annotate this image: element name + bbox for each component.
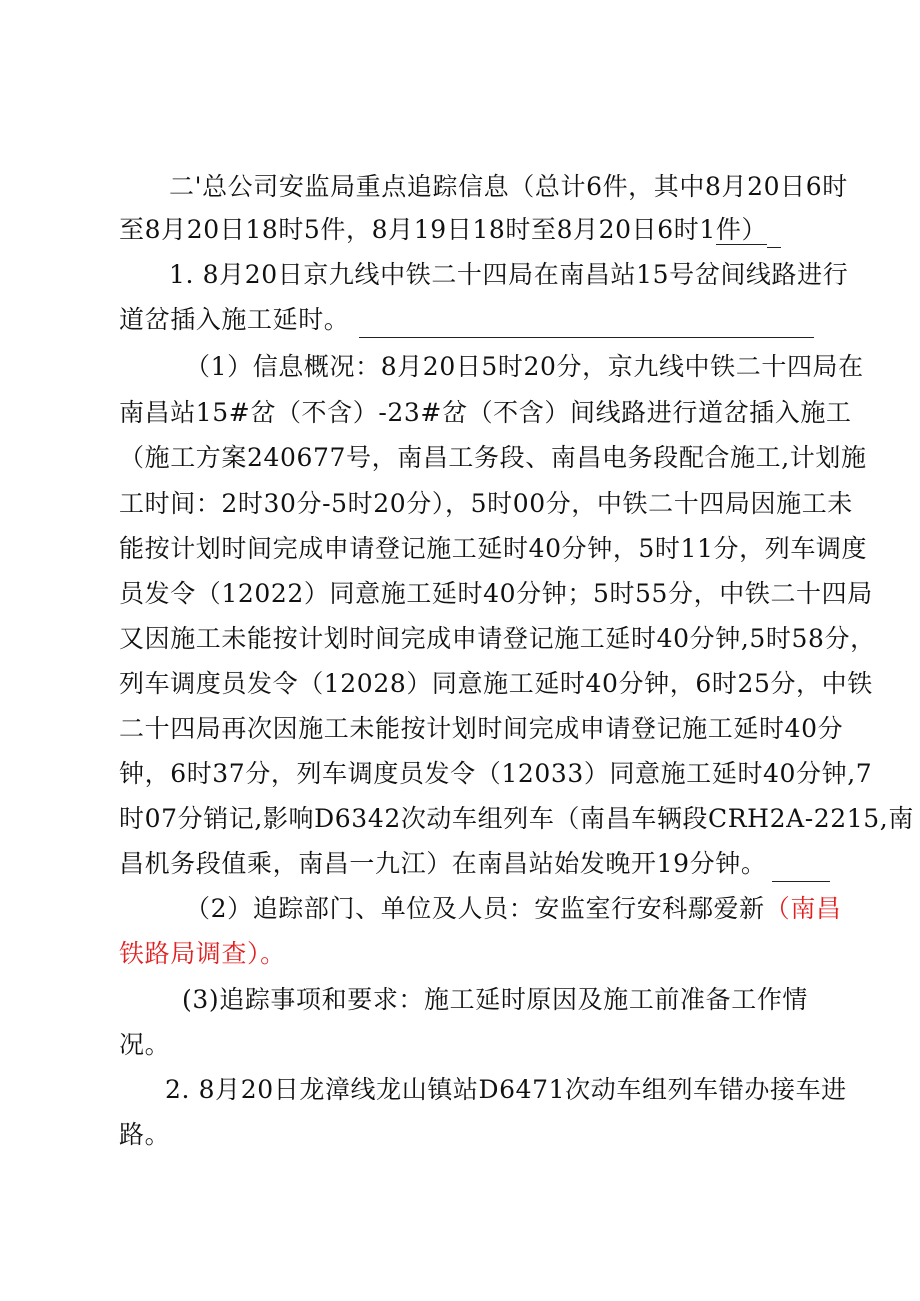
underline-filler — [772, 847, 830, 882]
tracking-note-red: （南昌 — [764, 894, 842, 923]
underline-filler — [767, 213, 781, 248]
overview-line-1: （1）信息概况：8月20日5时20分，京九线中铁二十四局在 — [185, 352, 864, 381]
overview-line-10: 钟，6时37分，列车调度员发令（12033）同意施工延时40分钟,7 — [119, 759, 873, 788]
section-heading-line-1: 二'总公司安监局重点追踪信息（总计6件，其中8月20日6时 — [169, 172, 848, 201]
overview-line-7: 又因施工未能按计划时间完成申请登记施工延时40分钟,5时58分， — [119, 624, 876, 653]
item2-title-line-1: 2. 8月20日龙漳线龙山镇站D6471次动车组列车错办接车进 — [165, 1075, 847, 1104]
overview-line-11: 时07分销记,影响D6342次动车组列车（南昌车辆段CRH2A-2215,南 — [119, 804, 914, 833]
item1-title-line-2-text: 道岔插入施工延时。 — [119, 305, 350, 334]
requirements-line-2: 况。 — [119, 1030, 171, 1059]
overview-line-5: 能按计划时间完成申请登记施工延时40分钟，5时11分，列车调度 — [119, 534, 868, 563]
overview-line-6: 员发令（12022）同意施工延时40分钟；5时55分，中铁二十四局 — [119, 579, 873, 608]
underline-filler — [359, 303, 814, 338]
overview-line-8: 列车调度员发令（12028）同意施工延时40分钟，6时25分，中铁 — [119, 669, 873, 698]
section-heading-line-2 — [119, 213, 781, 248]
requirements-line-1: (3)追踪事项和要求：施工延时原因及施工前准备工作情 — [182, 985, 809, 1014]
section-heading-line-2-underlined: 件） — [715, 215, 768, 244]
overview-line-2: 南昌站15#岔（不含）-23#岔（不含）间线路进行道岔插入施工 — [119, 398, 852, 427]
tracking-label: （2）追踪部门、单位及人员：安监室行安科鄢爱新 — [185, 894, 765, 923]
tracking-line-2: 铁路局调查）。 — [119, 939, 286, 968]
item1-title-line-1: 1. 8月20日京九线中铁二十四局在南昌站15号岔间线路进行 — [169, 260, 849, 289]
item1-title-line-2 — [119, 303, 814, 338]
overview-line-9: 二十四局再次因施工未能按计划时间完成申请登记施工延时40分 — [119, 714, 844, 743]
section-heading-line-2-text: 至8月20日18时5件，8月19日18时至8月20日6时1 — [119, 215, 716, 244]
overview-line-4: 工时间：2时30分-5时20分），5时00分，中铁二十四局因施工未 — [119, 489, 853, 518]
tracking-line-1 — [185, 892, 842, 926]
overview-line-12 — [119, 847, 830, 882]
overview-line-3: （施工方案240677号，南昌工务段、南昌电务段配合施工,计划施 — [119, 443, 867, 472]
item2-title-line-2: 路。 — [119, 1120, 171, 1149]
overview-line-12-text: 昌机务段值乘，南昌一九江）在南昌站始发晚开19分钟。 — [119, 849, 767, 878]
